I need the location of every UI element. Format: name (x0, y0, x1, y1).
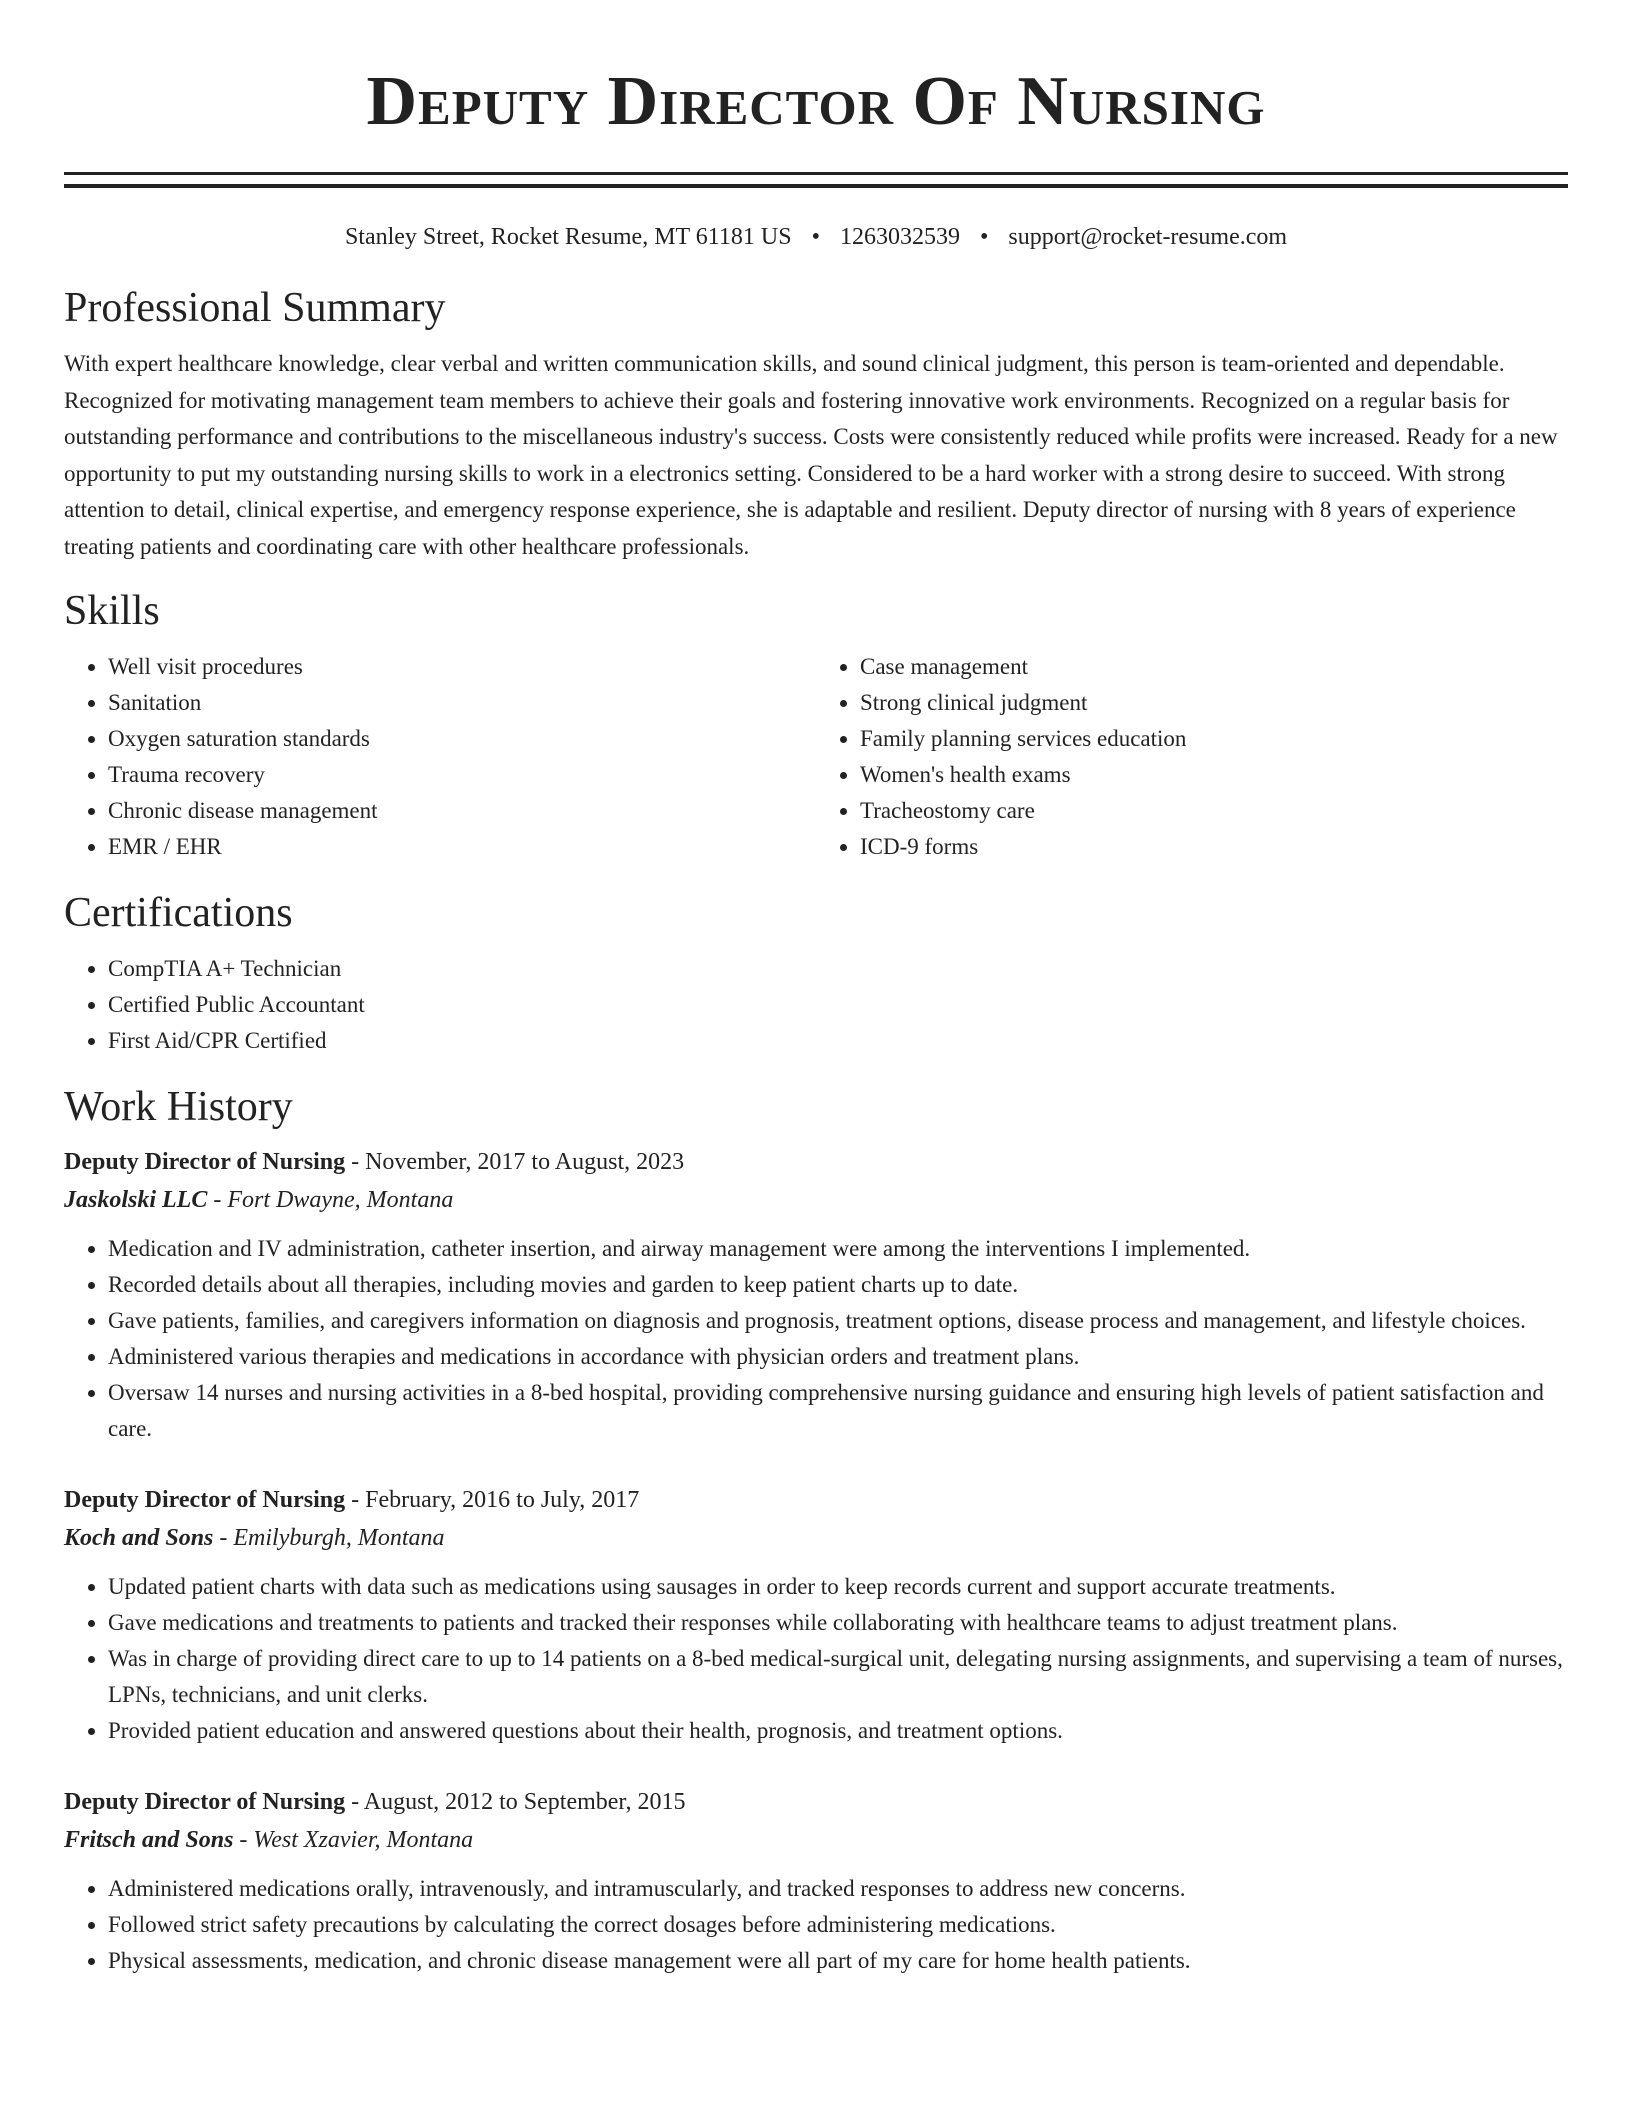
job-title: Deputy Director of Nursing (64, 1149, 346, 1175)
work-history-section (64, 1083, 1568, 1979)
skill-item: • Trauma recovery (108, 757, 816, 793)
job-location: Fort Dwayne, Montana (227, 1187, 454, 1213)
job-dates: February, 2016 to July, 2017 (365, 1487, 640, 1513)
job-bullets (64, 1871, 1568, 1979)
job-entry (64, 1481, 1568, 1749)
skills-list-left (64, 649, 816, 865)
certifications-list (64, 951, 1568, 1059)
job-dates: November, 2017 to August, 2023 (365, 1149, 685, 1175)
skill-item: • Women's health exams (860, 757, 1568, 793)
job-title: Deputy Director of Nursing (64, 1789, 346, 1815)
skill-item: • Strong clinical judgment (860, 685, 1568, 721)
job-entry (64, 1783, 1568, 1979)
job-bullets (64, 1569, 1568, 1749)
job-company-line: Jaskolski LLC - Fort Dwayne, Montana (64, 1187, 454, 1213)
job-company-line: Fritsch and Sons - West Xzavier, Montana (64, 1827, 474, 1853)
job-bullet: • Physical assessments, medication, and chronic disease management were all part of my care for home health patients. (108, 1943, 1568, 1979)
certification-item: • CompTIA A+ Technician (108, 951, 1568, 987)
contact-line (64, 222, 1568, 252)
skill-item: • Case management (860, 649, 1568, 685)
professional-summary-section (64, 284, 1568, 565)
job-company: Fritsch and Sons (64, 1827, 234, 1853)
certifications-section (64, 889, 1568, 1059)
job-dates: August, 2012 to September, 2015 (363, 1789, 686, 1815)
job-bullet: • Updated patient charts with data such as medications using sausages in order to keep records current and support accurate treatments. (108, 1569, 1568, 1605)
job-bullet: • Recorded details about all therapies, including movies and garden to keep patient charts up to date. (108, 1267, 1568, 1303)
job-bullet: • Gave patients, families, and caregivers information on diagnosis and prognosis, treatment options, disease process and management, and lifestyle choices. (108, 1303, 1568, 1339)
skill-item: • Family planning services education (860, 721, 1568, 757)
job-bullet: • Administered various therapies and medications in accordance with physician orders and treatment plans. (108, 1339, 1568, 1375)
job-bullet: • Medication and IV administration, catheter insertion, and airway management were among the interventions I implemented. (108, 1231, 1568, 1267)
section-heading-work-history: Work History (64, 1084, 293, 1130)
job-entry (64, 1143, 1568, 1447)
contact-email: support@rocket-resume.com (1008, 224, 1288, 250)
contact-phone: 1263032539 (839, 224, 960, 250)
skill-item: • ICD-9 forms (860, 829, 1568, 865)
skills-list-right (816, 649, 1568, 865)
skills-columns (64, 649, 1568, 865)
job-bullet: • Oversaw 14 nurses and nursing activities in a 8-bed hospital, providing comprehensive nursing guidance and ensuring high levels of patient satisfaction and care. (108, 1375, 1568, 1447)
certification-item: • Certified Public Accountant (108, 987, 1568, 1023)
job-title-line: Deputy Director of Nursing - August, 2012 to September, 2015 (64, 1789, 686, 1815)
skill-item: • Chronic disease management (108, 793, 816, 829)
job-bullets (64, 1231, 1568, 1447)
contact-address: Stanley Street, Rocket Resume, MT 61181 US (344, 224, 792, 250)
skill-item: • EMR / EHR (108, 829, 816, 865)
skills-section (64, 587, 1568, 865)
job-title-line: Deputy Director of Nursing - February, 2016 to July, 2017 (64, 1487, 640, 1513)
job-bullet: • Followed strict safety precautions by calculating the correct dosages before administering medications. (108, 1907, 1568, 1943)
job-company-line: Koch and Sons - Emilyburgh, Montana (64, 1525, 445, 1551)
job-bullet: • Administered medications orally, intravenously, and intramuscularly, and tracked responses to address new concerns. (108, 1871, 1568, 1907)
section-heading-summary: Professional Summary (64, 285, 446, 331)
job-title-line: Deputy Director of Nursing - November, 2017 to August, 2023 (64, 1149, 685, 1175)
contact-separator: • (811, 224, 820, 250)
skill-item: • Tracheostomy care (860, 793, 1568, 829)
summary-text: With expert healthcare knowledge, clear verbal and written communication skills, and sound clinical judgment, this person is team-oriented and dependable. Recognized for motivating management team members to achieve their goals and fostering innovative work environments. Recognized on a regular basis for outstanding performance and contributions to the miscellaneous industry's success. Costs were consistently reduced while profits were increased. Ready for a new opportunity to put my outstanding nursing skills to work in a electronics setting. Considered to be a hard worker with a strong desire to succeed. With strong attention to detail, clinical expertise, and emergency response experience, she is adaptable and resilient. Deputy director of nursing with 8 years of experience treating patients and coordinating care with other healthcare professionals. (64, 351, 1558, 559)
skill-item: • Sanitation (108, 685, 816, 721)
skill-item: • Oxygen saturation standards (108, 721, 816, 757)
job-title: Deputy Director of Nursing (64, 1487, 346, 1513)
job-bullet: • Provided patient education and answered questions about their health, prognosis, and treatment options. (108, 1713, 1568, 1749)
job-location: West Xzavier, Montana (253, 1827, 474, 1853)
header-double-rule (64, 172, 1568, 188)
job-bullet: • Was in charge of providing direct care to up to 14 patients on a 8-bed medical-surgical unit, delegating nursing assignments, and supervising a team of nurses, LPNs, technicians, and unit clerks. (108, 1641, 1568, 1713)
section-heading-skills: Skills (64, 588, 160, 634)
job-company: Jaskolski LLC (64, 1187, 208, 1213)
job-bullet: • Gave medications and treatments to patients and tracked their responses while collaborating with healthcare teams to adjust treatment plans. (108, 1605, 1568, 1641)
section-heading-certifications: Certifications (64, 890, 293, 936)
job-company: Koch and Sons (64, 1525, 214, 1551)
skill-item: • Well visit procedures (108, 649, 816, 685)
certification-item: • First Aid/CPR Certified (108, 1023, 1568, 1059)
resume-name-title: Deputy Director Of Nursing (366, 63, 1266, 140)
job-location: Emilyburgh, Montana (233, 1525, 445, 1551)
contact-separator: • (979, 224, 989, 250)
